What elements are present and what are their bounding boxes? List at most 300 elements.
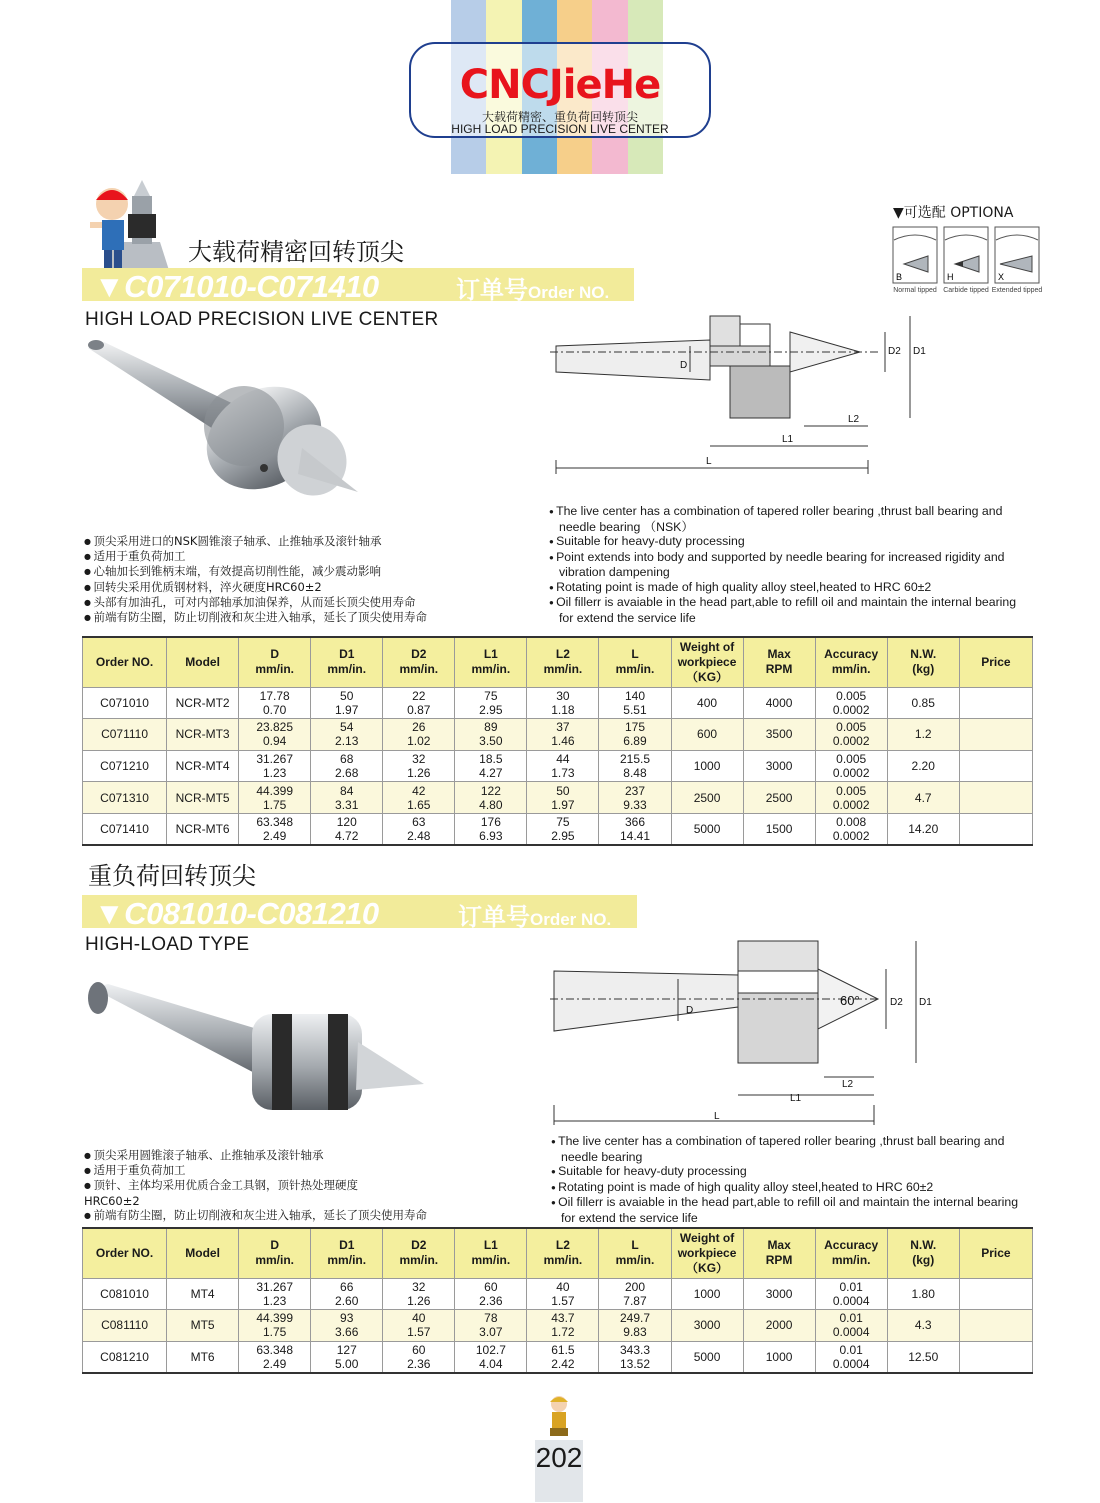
cell-nw: 12.50 xyxy=(887,1341,959,1373)
cell-value: 50 xyxy=(556,783,570,798)
cell-value: 3.31 xyxy=(335,797,359,812)
cell-value: 37 xyxy=(556,720,570,735)
cell-value: 0.0002 xyxy=(832,797,870,812)
cell-value: 175 xyxy=(624,720,645,735)
cell-value: 93 xyxy=(340,1311,354,1326)
option-caption: Extended tipped xyxy=(991,287,1043,294)
cell-value: 1.72 xyxy=(551,1325,575,1340)
table-row xyxy=(83,687,1033,719)
column-header-d1 xyxy=(311,637,383,687)
cell-value: 1.57 xyxy=(551,1293,575,1308)
cell-value: 4.72 xyxy=(335,828,359,843)
cell-model: MT5 xyxy=(167,1310,239,1342)
cell-d xyxy=(239,782,311,814)
cell-value: 61.5 xyxy=(551,1342,575,1357)
header-line: Accuracy xyxy=(824,647,879,662)
table-row xyxy=(83,1341,1033,1373)
dim-label-l: L xyxy=(706,456,712,467)
cell-order: C071410 xyxy=(83,813,167,845)
cell-d1 xyxy=(311,813,383,845)
section2-code-range: ▼C081010-C081210 xyxy=(94,896,379,931)
cell-l2 xyxy=(527,1310,599,1342)
feature-item: ● 顶尖采用进口的NSK圆锥滚子轴承、止推轴承及滚针轴承 xyxy=(84,534,544,549)
cell-price xyxy=(959,1310,1032,1342)
column-header-price: Price xyxy=(959,1228,1032,1278)
cell-l2 xyxy=(527,687,599,719)
cell-value: 13.52 xyxy=(619,1356,650,1371)
cell-value: 0.94 xyxy=(262,734,287,749)
technical-drawing-2 xyxy=(550,935,930,1130)
option-letter: X xyxy=(998,272,1005,282)
cell-nw: 4.7 xyxy=(887,782,959,814)
feature-item: ● 顶尖采用圆锥滚子轴承、止推轴承及滚针轴承 xyxy=(84,1148,384,1163)
cell-l xyxy=(599,1310,671,1342)
section1-features-zh xyxy=(84,534,544,625)
header-line: D xyxy=(270,647,279,662)
cell-l2 xyxy=(527,1278,599,1310)
cell-weight: 5000 xyxy=(671,813,743,845)
cell-value: 1.75 xyxy=(262,1325,287,1340)
cell-value: 0.005 xyxy=(836,688,867,703)
cell-nw: 14.20 xyxy=(887,813,959,845)
cell-value: 2.95 xyxy=(551,828,575,843)
dim-label-d: D xyxy=(680,360,688,371)
cell-value: 0.0004 xyxy=(832,1325,870,1340)
cell-l1 xyxy=(455,1341,527,1373)
cell-l2 xyxy=(527,782,599,814)
cell-value: 66 xyxy=(340,1279,354,1294)
table-header-row xyxy=(83,1228,1033,1278)
cell-value: 1.97 xyxy=(335,702,359,717)
cell-weight: 3000 xyxy=(671,1310,743,1342)
cell-d2 xyxy=(383,782,455,814)
header-line: Accuracy xyxy=(824,1238,879,1253)
cell-value: 0.01 xyxy=(839,1279,863,1294)
cell-acc xyxy=(815,719,887,751)
cell-l xyxy=(599,687,671,719)
cell-value: 22 xyxy=(412,688,426,703)
cell-value: 14.41 xyxy=(619,828,650,843)
cell-value: 1.73 xyxy=(551,765,575,780)
order-label-zh: 订单号 xyxy=(458,903,530,931)
column-header-rpm xyxy=(743,637,815,687)
section2-title-zh: 重负荷回转顶尖 xyxy=(88,862,256,890)
cell-d2 xyxy=(383,1341,455,1373)
feature-item: ● 前端有防尘圈，防止切削液和灰尘进入轴承，延长了顶尖使用寿命 xyxy=(84,1208,384,1223)
cell-model: MT4 xyxy=(167,1278,239,1310)
cell-value: 2.68 xyxy=(335,765,359,780)
header-line: D2 xyxy=(411,647,427,662)
option-caption: Carbide tipped xyxy=(943,287,989,294)
header-line: D2 xyxy=(411,1238,427,1253)
cell-d2 xyxy=(383,1278,455,1310)
cell-value: 40 xyxy=(412,1311,426,1326)
column-header-d xyxy=(239,637,311,687)
cell-value: 1.02 xyxy=(407,734,431,749)
cell-l1 xyxy=(455,719,527,751)
header-line: mm/in. xyxy=(399,662,439,677)
dim-label-d1: D1 xyxy=(919,997,932,1008)
column-header-l xyxy=(599,637,671,687)
cell-l1 xyxy=(455,750,527,782)
cell-value: 0.01 xyxy=(839,1311,863,1326)
cell-value: 43.7 xyxy=(551,1311,575,1326)
header-line: mm/in. xyxy=(831,662,871,677)
column-header-d xyxy=(239,1228,311,1278)
cell-value: 6.89 xyxy=(623,734,647,749)
cell-weight: 1000 xyxy=(671,1278,743,1310)
feature-item: ● Rotating point is made of high quality alloy steel,heated to HRC 60±2 xyxy=(551,1180,1031,1196)
cell-price xyxy=(959,750,1032,782)
feature-item: ● 适用于重负荷加工 xyxy=(84,1163,384,1178)
feature-item: ● Oil fillerr is avaiable in the head part,able to refill oil and maintain the internal bearing for extend the service life xyxy=(549,595,1029,625)
cell-d xyxy=(239,813,311,845)
order-label-zh: 订单号 xyxy=(456,276,528,304)
header-line: (kg) xyxy=(912,662,935,677)
cell-value: 0.0002 xyxy=(832,828,870,843)
cell-value: 42 xyxy=(412,783,426,798)
cell-value: 0.0002 xyxy=(832,734,870,749)
options-title: ▼可选配 OPTIONA xyxy=(893,205,1014,221)
column-header-price: Price xyxy=(959,637,1032,687)
option-letter: H xyxy=(947,272,954,282)
cell-l xyxy=(599,1278,671,1310)
cell-d1 xyxy=(311,782,383,814)
cell-acc xyxy=(815,687,887,719)
feature-item: ● Oil fillerr is avaiable in the head part,able to refill oil and maintain the internal bearing for extend the service life xyxy=(551,1195,1031,1225)
cell-l xyxy=(599,750,671,782)
cell-price xyxy=(959,813,1032,845)
dim-label-angle: 60° xyxy=(840,993,860,1008)
cell-value: 4.27 xyxy=(479,765,503,780)
cell-acc xyxy=(815,750,887,782)
column-header-acc xyxy=(815,637,887,687)
cell-acc xyxy=(815,813,887,845)
feature-item: ● 头部有加油孔，可对内部轴承加油保养，从而延长顶尖使用寿命 xyxy=(84,595,544,610)
cell-value: 2.60 xyxy=(335,1293,359,1308)
cell-acc xyxy=(815,782,887,814)
cell-l xyxy=(599,719,671,751)
cell-d xyxy=(239,719,311,751)
cell-order: C071010 xyxy=(83,687,167,719)
cell-weight: 400 xyxy=(671,687,743,719)
column-header-d2 xyxy=(383,637,455,687)
cell-nw: 1.2 xyxy=(887,719,959,751)
cell-d2 xyxy=(383,750,455,782)
dim-label-l1: L1 xyxy=(782,434,794,445)
cell-l1 xyxy=(455,1310,527,1342)
cell-value: 44 xyxy=(556,751,570,766)
section2-title-en: HIGH-LOAD TYPE xyxy=(85,934,250,955)
section1-order-label xyxy=(456,270,609,305)
header-line: mm/in. xyxy=(399,1253,439,1268)
feature-item: ● Suitable for heavy-duty processing xyxy=(551,1164,1031,1180)
dim-label-d2: D2 xyxy=(890,997,903,1008)
cell-value: 1.75 xyxy=(262,797,287,812)
cell-value: 0.0002 xyxy=(832,702,870,717)
cell-value: 4.80 xyxy=(479,797,503,812)
cell-value: 6.93 xyxy=(479,828,503,843)
header-line: RPM xyxy=(765,1253,793,1268)
cell-value: 32 xyxy=(412,751,426,766)
cell-value: 0.005 xyxy=(836,751,867,766)
dim-label-d: D xyxy=(686,1005,694,1016)
feature-item: ● 心轴加长到锥柄末端，有效提高切削性能，减少震动影响 xyxy=(84,564,544,579)
cell-d1 xyxy=(311,1310,383,1342)
feature-item: ● 适用于重负荷加工 xyxy=(84,549,544,564)
cell-rpm: 3000 xyxy=(743,750,815,782)
cell-d1 xyxy=(311,1278,383,1310)
cell-price xyxy=(959,719,1032,751)
header-line: workpiece xyxy=(677,654,737,669)
cell-value: 84 xyxy=(340,783,354,798)
column-header-model: Model xyxy=(167,637,239,687)
cell-rpm: 3500 xyxy=(743,719,815,751)
header-line: (kg) xyxy=(912,1253,935,1268)
section2-features-en xyxy=(551,1134,1031,1225)
feature-item: ● Point extends into body and supported by needle bearing for increased rigidity and vibration dampening xyxy=(549,550,1029,580)
column-header-acc xyxy=(815,1228,887,1278)
cell-nw: 4.3 xyxy=(887,1310,959,1342)
cell-l1 xyxy=(455,1278,527,1310)
cell-l2 xyxy=(527,750,599,782)
table-row xyxy=(83,813,1033,845)
header-line: Weight of xyxy=(679,639,735,654)
cell-value: 18.5 xyxy=(479,751,503,766)
option-carbide-tipped xyxy=(943,226,989,286)
header-line: Max xyxy=(767,1238,791,1253)
section2-features-zh xyxy=(84,1148,428,1223)
cell-value: 0.005 xyxy=(836,783,867,798)
column-header-model: Model xyxy=(167,1228,239,1278)
column-header-order: Order NO. xyxy=(83,637,167,687)
cell-value: 120 xyxy=(336,814,357,829)
page-number: 202 xyxy=(535,1442,583,1473)
cell-value: 1.23 xyxy=(262,765,287,780)
cell-value: 3.66 xyxy=(335,1325,359,1340)
feature-item: ● Suitable for heavy-duty processing xyxy=(549,534,1029,550)
header-line: workpiece xyxy=(677,1245,737,1260)
cell-model: NCR-MT6 xyxy=(167,813,239,845)
cell-value: 75 xyxy=(484,688,498,703)
cell-nw: 2.20 xyxy=(887,750,959,782)
cell-value: 1.26 xyxy=(407,765,431,780)
header-line: mm/in. xyxy=(327,662,367,677)
option-letter: B xyxy=(896,272,903,282)
cell-value: 237 xyxy=(624,783,645,798)
cell-value: 63.348 xyxy=(256,814,294,829)
cell-d1 xyxy=(311,687,383,719)
header-line: D1 xyxy=(339,647,355,662)
cell-l1 xyxy=(455,813,527,845)
cell-value: 50 xyxy=(340,688,354,703)
header-line: mm/in. xyxy=(327,1253,367,1268)
cell-value: 17.78 xyxy=(259,688,290,703)
cell-value: 215.5 xyxy=(619,751,650,766)
header-line: Max xyxy=(767,647,791,662)
header-line: mm/in. xyxy=(615,1253,655,1268)
column-header-d1 xyxy=(311,1228,383,1278)
cell-l1 xyxy=(455,782,527,814)
header-line: （KG） xyxy=(686,669,729,684)
column-header-d2 xyxy=(383,1228,455,1278)
table-row xyxy=(83,750,1033,782)
cell-model: NCR-MT5 xyxy=(167,782,239,814)
cell-value: 2.95 xyxy=(479,702,503,717)
cell-d1 xyxy=(311,719,383,751)
cell-model: NCR-MT4 xyxy=(167,750,239,782)
table-row xyxy=(83,782,1033,814)
dim-label-d2: D2 xyxy=(888,346,901,357)
spec-table-1 xyxy=(82,636,1033,846)
cell-value: 249.7 xyxy=(619,1311,650,1326)
cell-value: 140 xyxy=(624,688,645,703)
cell-value: 54 xyxy=(340,720,354,735)
cell-value: 200 xyxy=(624,1279,645,1294)
column-header-nw xyxy=(887,1228,959,1278)
cell-model: NCR-MT2 xyxy=(167,687,239,719)
cell-value: 2.49 xyxy=(262,1356,287,1371)
column-header-weight xyxy=(671,1228,743,1278)
dim-label-l2: L2 xyxy=(842,1079,854,1090)
cell-acc xyxy=(815,1278,887,1310)
cell-rpm: 2000 xyxy=(743,1310,815,1342)
cell-weight: 1000 xyxy=(671,750,743,782)
cell-d xyxy=(239,687,311,719)
header-line: N.W. xyxy=(910,1238,937,1253)
cell-value: 0.005 xyxy=(836,720,867,735)
cell-value: 9.33 xyxy=(623,797,647,812)
technical-drawing-1 xyxy=(550,310,930,490)
cell-l2 xyxy=(527,1341,599,1373)
cell-value: 343.3 xyxy=(619,1342,650,1357)
cell-order: C081010 xyxy=(83,1278,167,1310)
cell-l1 xyxy=(455,687,527,719)
cell-value: 1.57 xyxy=(407,1325,431,1340)
cell-value: 1.46 xyxy=(551,734,575,749)
cell-value: 0.70 xyxy=(262,702,287,717)
cell-value: 1.65 xyxy=(407,797,431,812)
feature-item: ● 前端有防尘圈，防止切削液和灰尘进入轴承，延长了顶尖使用寿命 xyxy=(84,610,544,625)
section1-title-en: HIGH LOAD PRECISION LIVE CENTER xyxy=(85,309,439,330)
column-header-l2 xyxy=(527,1228,599,1278)
cell-model: NCR-MT3 xyxy=(167,719,239,751)
column-header-rpm xyxy=(743,1228,815,1278)
cell-l xyxy=(599,782,671,814)
order-label-en: Order NO. xyxy=(530,910,612,929)
header-line: mm/in. xyxy=(255,662,294,677)
cell-l xyxy=(599,813,671,845)
cell-order: C081110 xyxy=(83,1310,167,1342)
cell-value: 2.36 xyxy=(479,1293,503,1308)
cell-rpm: 1500 xyxy=(743,813,815,845)
header-line: mm/in. xyxy=(471,662,511,677)
cell-price xyxy=(959,782,1032,814)
cell-weight: 2500 xyxy=(671,782,743,814)
header-line: mm/in. xyxy=(543,1253,583,1268)
cell-value: 176 xyxy=(480,814,501,829)
cell-d xyxy=(239,1341,311,1373)
cell-d2 xyxy=(383,1310,455,1342)
cell-value: 23.825 xyxy=(256,720,294,735)
cell-d xyxy=(239,1278,311,1310)
cell-value: 30 xyxy=(556,688,570,703)
cell-value: 44.399 xyxy=(256,783,294,798)
cell-value: 0.87 xyxy=(407,702,431,717)
cell-value: 3.07 xyxy=(479,1325,503,1340)
cell-d2 xyxy=(383,813,455,845)
cell-price xyxy=(959,1278,1032,1310)
header-line: Weight of xyxy=(679,1230,735,1245)
feature-item: ● Rotating point is made of high quality alloy steel,heated to HRC 60±2 xyxy=(549,580,1029,596)
cell-order: C071110 xyxy=(83,719,167,751)
column-header-l1 xyxy=(455,1228,527,1278)
cell-value: 60 xyxy=(484,1279,498,1294)
cell-value: 2.36 xyxy=(407,1356,431,1371)
cell-value: 1.23 xyxy=(262,1293,287,1308)
cell-value: 40 xyxy=(556,1279,570,1294)
table-row xyxy=(83,1278,1033,1310)
column-header-nw xyxy=(887,637,959,687)
cell-value: 122 xyxy=(480,783,501,798)
order-label-en: Order NO. xyxy=(528,283,610,302)
cell-value: 102.7 xyxy=(475,1342,506,1357)
cell-value: 2.13 xyxy=(335,734,359,749)
dim-label-l1: L1 xyxy=(790,1093,802,1104)
cell-rpm: 1000 xyxy=(743,1341,815,1373)
cell-value: 4.04 xyxy=(479,1356,503,1371)
header-line: mm/in. xyxy=(255,1253,294,1268)
column-header-l2 xyxy=(527,637,599,687)
cell-l2 xyxy=(527,719,599,751)
cell-value: 0.0004 xyxy=(832,1356,870,1371)
column-header-weight xyxy=(671,637,743,687)
header-line: L xyxy=(631,647,639,662)
cell-value: 1.26 xyxy=(407,1293,431,1308)
page-number-box xyxy=(535,1440,583,1502)
section1-features-en xyxy=(549,504,1029,625)
product-photo-live-center xyxy=(84,338,374,508)
product-photo-high-load xyxy=(84,978,434,1128)
cell-d2 xyxy=(383,719,455,751)
cell-value: 7.87 xyxy=(623,1293,647,1308)
cell-value: 31.267 xyxy=(256,751,294,766)
cell-value: 3.50 xyxy=(479,734,503,749)
cell-value: 0.0004 xyxy=(832,1293,870,1308)
cell-value: 127 xyxy=(336,1342,357,1357)
option-extended-tipped xyxy=(994,226,1040,286)
cell-price xyxy=(959,687,1032,719)
header-line: L1 xyxy=(483,647,498,662)
cell-value: 78 xyxy=(484,1311,498,1326)
header-line: L1 xyxy=(483,1238,498,1253)
section1-title-zh: 大载荷精密回转顶尖 xyxy=(188,238,404,266)
cell-nw: 0.85 xyxy=(887,687,959,719)
header-line: mm/in. xyxy=(615,662,655,677)
cell-l2 xyxy=(527,813,599,845)
header-line: mm/in. xyxy=(543,662,583,677)
cell-value: 0.01 xyxy=(839,1342,863,1357)
cell-value: 0.008 xyxy=(836,814,867,829)
cell-d1 xyxy=(311,750,383,782)
header-line: L2 xyxy=(555,647,570,662)
cell-value: 44.399 xyxy=(256,1311,294,1326)
cell-value: 89 xyxy=(484,720,498,735)
cell-order: C071310 xyxy=(83,782,167,814)
header-line: mm/in. xyxy=(831,1253,871,1268)
cell-value: 63 xyxy=(412,814,426,829)
cell-value: 68 xyxy=(340,751,354,766)
